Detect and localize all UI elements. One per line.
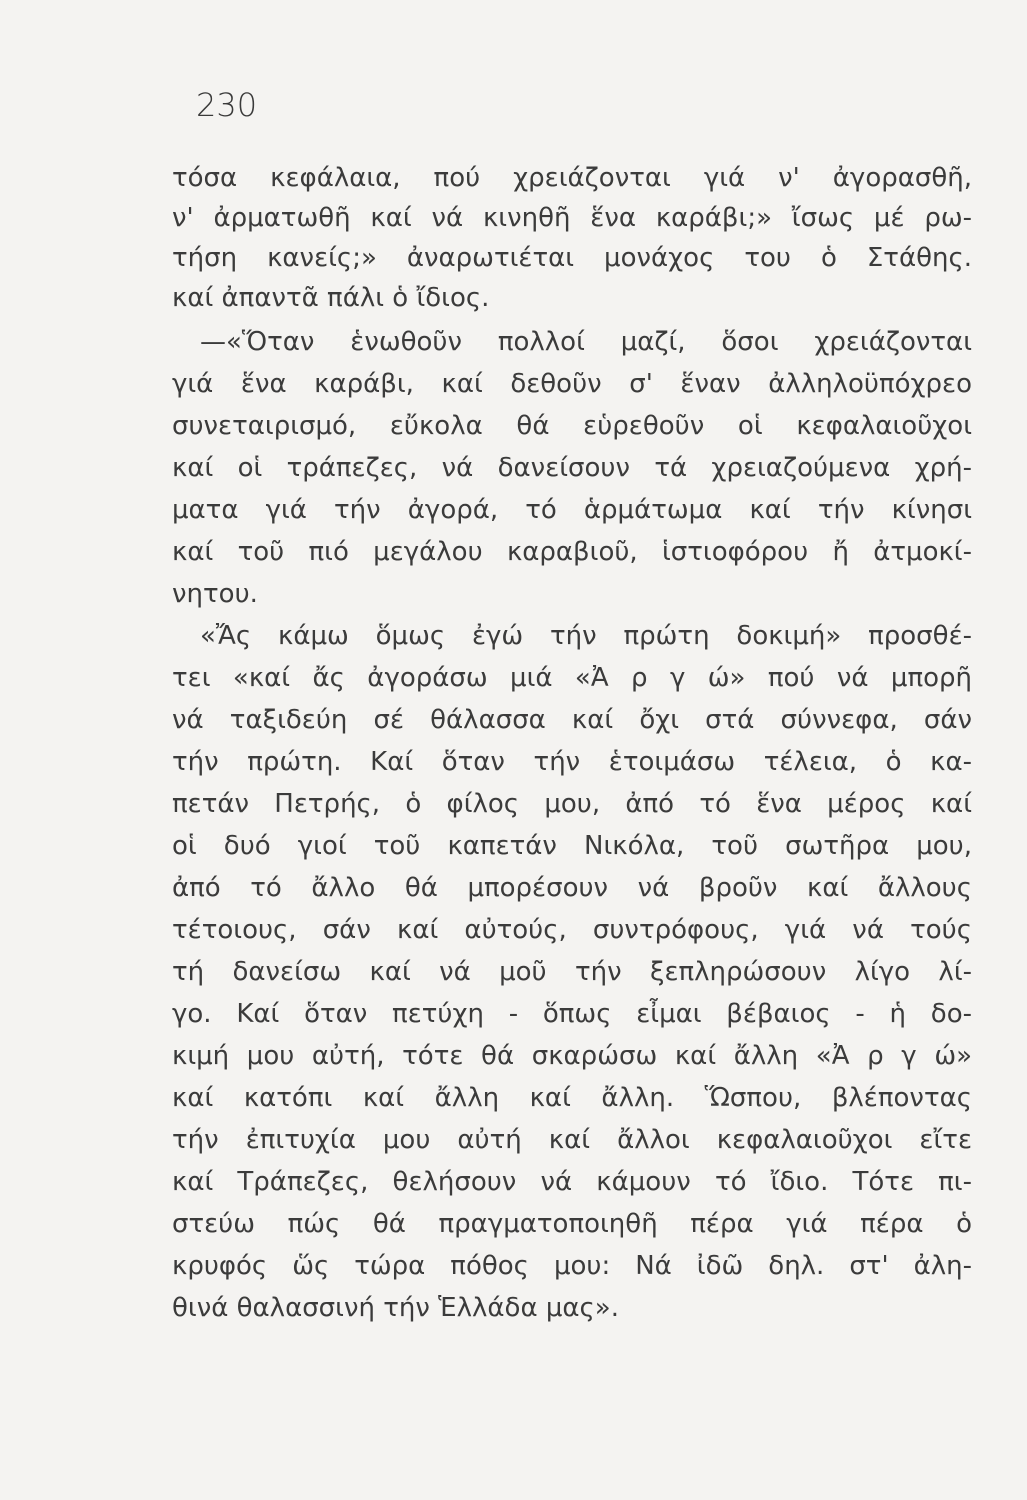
text-line: καί ἀπαντᾶ πάλι ὁ ἴδιος. — [172, 283, 490, 313]
text-line: τέτοιους, σάν καί αὐτούς, συντρόφους, γιά νά τούς — [172, 915, 972, 945]
text-line: ματα γιά τήν ἀγορά, τό ἁρμάτωμα καί τήν κίνησι — [172, 495, 972, 525]
text-line: γιά ἕνα καράβι, καί δεθοῦν σ' ἕναν ἀλληλοϋπόχρεο — [172, 369, 972, 399]
text-line: τήση κανείς;» ἀναρωτιέται μονάχος του ὁ Στάθης. — [172, 243, 972, 273]
text-line: τήν πρώτη. Καί ὅταν τήν ἑτοιμάσω τέλεια, ὁ κα- — [172, 747, 972, 777]
text-line: πετάν Πετρής, ὁ φίλος μου, ἀπό τό ἕνα μέρος καί — [172, 789, 972, 819]
text-line: τόσα κεφάλαια, πού χρειάζονται γιά ν' ἀγορασθῆ, — [172, 163, 972, 193]
text-line: οἱ δυό γιοί τοῦ καπετάν Νικόλα, τοῦ σωτῆρα μου, — [172, 831, 972, 861]
text-line: —«Ὅταν ἑνωθοῦν πολλοί μαζί, ὅσοι χρειάζονται — [200, 327, 972, 357]
text-line: τήν ἐπιτυχία μου αὐτή καί ἄλλοι κεφαλαιοῦχοι εἴτε — [172, 1125, 972, 1155]
text-line: καί Τράπεζες, θελήσουν νά κάμουν τό ἴδιο. Τότε πι- — [172, 1167, 972, 1197]
text-line: στεύω πώς θά πραγματοποιηθῆ πέρα γιά πέρα ὁ — [172, 1209, 972, 1239]
text-line: νά ταξιδεύη σέ θάλασσα καί ὄχι στά σύννεφα, σάν — [172, 705, 972, 735]
text-line: νητου. — [172, 579, 258, 609]
text-line: κρυφός ὥς τώρα πόθος μου: Νά ἰδῶ δηλ. στ' ἀλη- — [172, 1251, 972, 1281]
text-line: θινά θαλασσινή τήν Ἑλλάδα μας». — [172, 1293, 619, 1323]
text-line: καί κατόπι καί ἄλλη καί ἄλλη. Ὥσπου, βλέποντας — [172, 1083, 972, 1113]
text-line: καί τοῦ πιό μεγάλου καραβιοῦ, ἱστιοφόρου ἤ ἀτμοκί- — [172, 537, 972, 567]
text-line: τή δανείσω καί νά μοῦ τήν ξεπληρώσουν λίγο λί- — [172, 957, 972, 987]
text-line: τει «καί ἄς ἀγοράσω μιά «Ἀ ρ γ ώ» πού νά μπορῆ — [172, 663, 972, 693]
text-line: καί οἱ τράπεζες, νά δανείσουν τά χρειαζούμενα χρή- — [172, 453, 972, 483]
text-line: «Ἄς κάμω ὅμως ἐγώ τήν πρώτη δοκιμή» προσθέ- — [200, 621, 972, 651]
text-line: ἀπό τό ἄλλο θά μπορέσουν νά βροῦν καί ἄλλους — [172, 873, 972, 903]
page-number: 230 — [196, 86, 258, 124]
text-line: ν' ἀρματωθῆ καί νά κινηθῆ ἕνα καράβι;» ἴσως μέ ρω- — [172, 203, 972, 233]
text-line: συνεταιρισμό, εὔκολα θά εὑρεθοῦν οἱ κεφαλαιοῦχοι — [172, 411, 972, 441]
text-line: κιμή μου αὐτή, τότε θά σκαρώσω καί ἄλλη «Ἀ ρ γ ώ» — [172, 1041, 972, 1071]
text-line: γο. Καί ὅταν πετύχη - ὅπως εἶμαι βέβαιος - ἡ δο- — [172, 999, 972, 1029]
